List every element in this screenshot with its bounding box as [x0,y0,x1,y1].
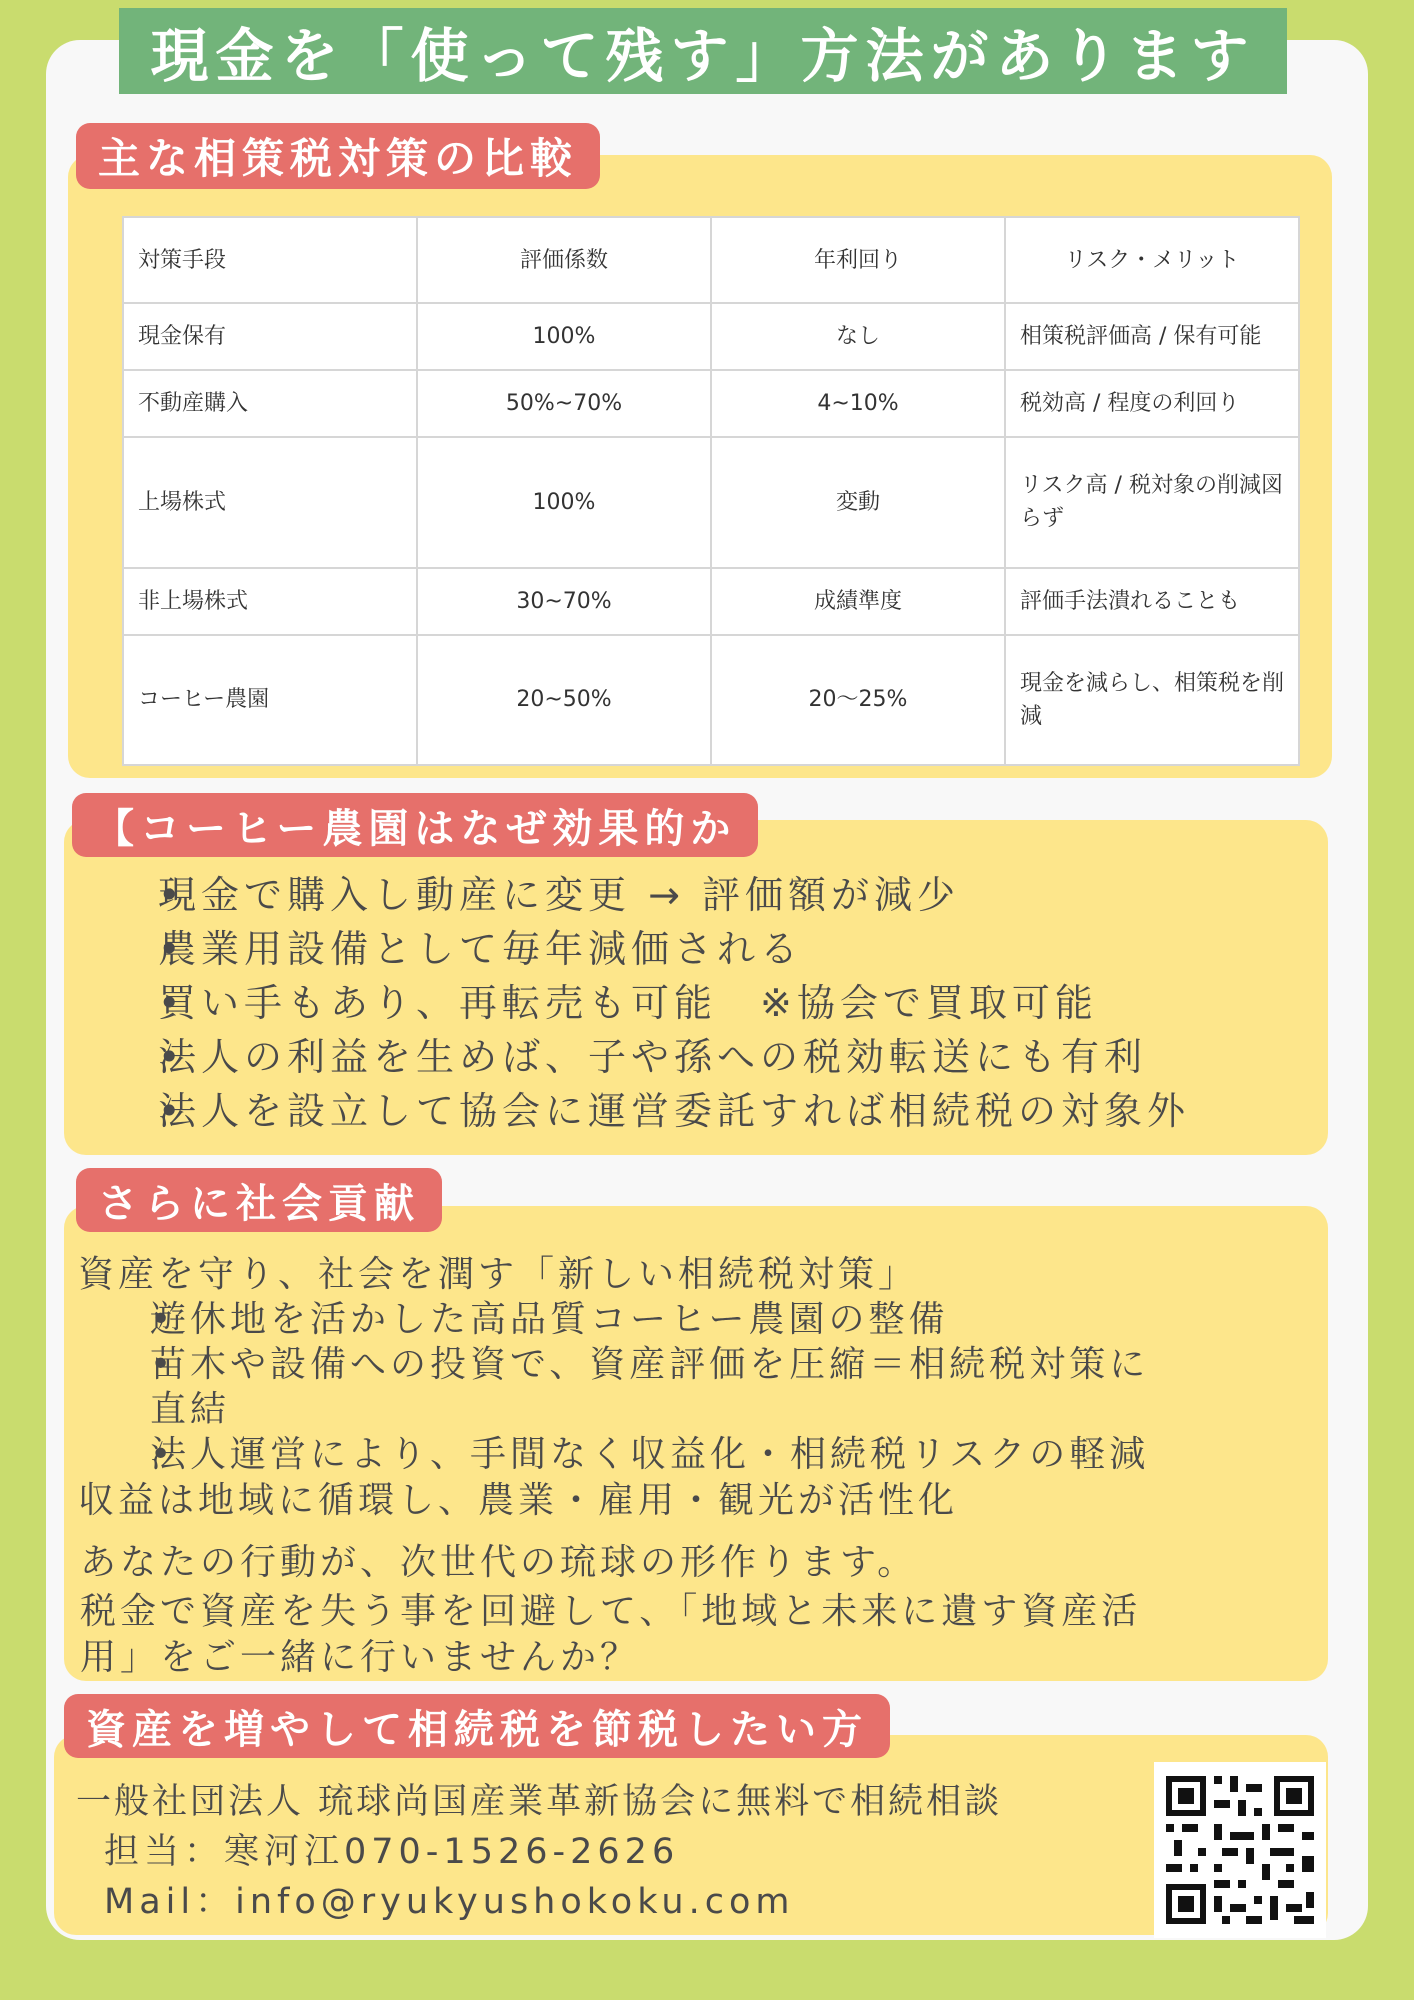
list-item: • 法人を設立して協会に運営委託すれば相続税の対象外 [116,1084,1190,1138]
list-item-continuation: 直結 [150,1389,231,1430]
social-intro: 資産を守り、社会を潤す「新しい相続税対策」 [78,1254,919,1295]
header-cell: 年利回り [711,217,1005,303]
closing-line-1: あなたの行動が、次世代の琉球の形作ります。 [80,1542,918,1583]
list-item: • 買い手もあり、再転売も可能 ※協会で買取可能 [116,976,1190,1030]
contact-org: 一般社団法人 琉球尚国産業革新協会に無料で相続相談 [76,1782,1003,1822]
list-item: • 農業用設備として毎年減価される [116,922,1190,976]
table-cell: 20～25% [711,635,1005,765]
table-row [123,437,1299,567]
table-header-row [123,217,1299,303]
table-cell: リスク高 / 税対象の削減図らず [1005,437,1299,567]
table-cell: 現金保有 [123,303,417,370]
table-cell: 50%~70% [417,370,711,437]
table-cell: 上場株式 [123,437,417,567]
contact-phone: 担当：寒河江070-1526-2626 [104,1832,680,1872]
why-heading: 【コーヒー農園はなぜ効果的か [72,793,758,857]
why-list [116,868,1190,1138]
table-cell: 100% [417,303,711,370]
header-cell: 対策手段 [123,217,417,303]
list-item: • 遊休地を活かした高品質コーヒー農園の整備 [110,1297,1149,1342]
table-cell: 非上場株式 [123,568,417,635]
table-cell: 変動 [711,437,1005,567]
social-outro: 収益は地域に循環し、農業・雇用・観光が活性化 [78,1480,959,1521]
table-cell: 不動産購入 [123,370,417,437]
table-cell: 4~10% [711,370,1005,437]
table-cell: 評価手法潰れることも [1005,568,1299,635]
social-list [110,1297,1149,1477]
header-cell: リスク・メリット [1005,217,1299,303]
table-row [123,370,1299,437]
qr-code-icon [1154,1762,1326,1938]
table-row [123,635,1299,765]
header-cell: 評価係数 [417,217,711,303]
table-cell: 成績準度 [711,568,1005,635]
table-cell: 相策税評価高 / 保有可能 [1005,303,1299,370]
table-cell: 100% [417,437,711,567]
table-row [123,568,1299,635]
list-item: • 現金で購入し動産に変更 → 評価額が減少 [116,868,1190,922]
list-item: • 苗木や設備への投資で、資産評価を圧縮＝相続税対策に [110,1342,1149,1387]
table-cell: 30~70% [417,568,711,635]
table-cell: 20~50% [417,635,711,765]
comparison-table [122,216,1300,766]
comparison-heading: 主な相策税対策の比較 [76,123,600,189]
contact-mail: Mail：info@ryukyushokoku.com [104,1882,795,1922]
list-item: • 法人の利益を生めば、子や孫への税効転送にも有利 [116,1030,1190,1084]
closing-line-2: 税金で資産を失う事を回避して、「地域と未来に遺す資産活 [80,1591,1142,1632]
list-item: • 法人運営により、手間なく収益化・相続税リスクの軽減 [110,1432,1149,1477]
table-row [123,303,1299,370]
table-cell: 税効高 / 程度の利回り [1005,370,1299,437]
social-heading: さらに社会貢献 [76,1168,442,1232]
page-title: 現金を「使って残す」方法があります [119,8,1287,94]
closing-line-3: 用」をご一緒に行いませんか？ [80,1637,641,1678]
qr-code[interactable] [1154,1762,1326,1938]
table-cell: なし [711,303,1005,370]
table-cell: コーヒー農園 [123,635,417,765]
contact-heading: 資産を増やして相続税を節税したい方 [64,1694,890,1758]
table-cell: 現金を減らし、相策税を削減 [1005,635,1299,765]
